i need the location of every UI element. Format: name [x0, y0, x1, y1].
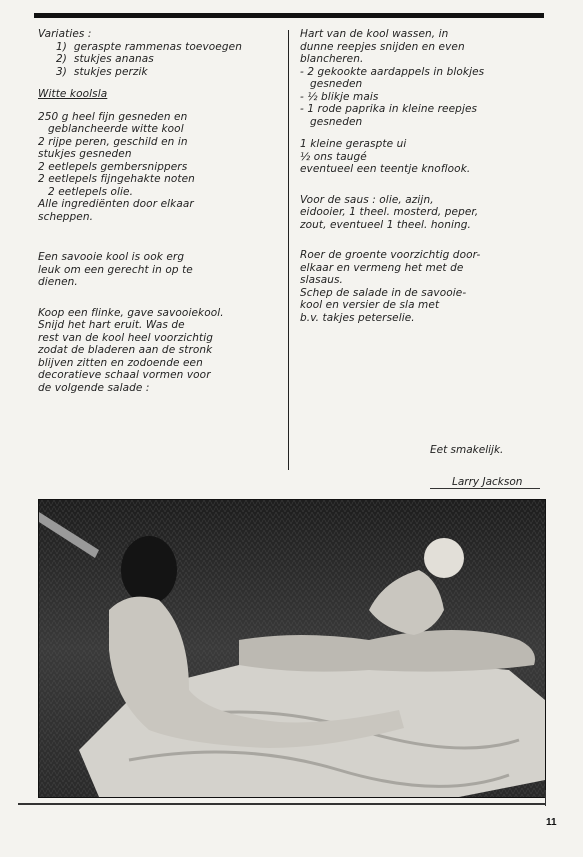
top-rule [34, 13, 544, 18]
hart-line: blancheren. [300, 53, 364, 65]
saus-line: eidooier, 1 theel. mosterd, peper, [300, 206, 479, 218]
instruction-line: rest van de kool heel voorzichtig [38, 331, 214, 344]
savooie-intro-line: dienen. [38, 276, 78, 288]
signoff [430, 444, 550, 489]
saus-line: zout, eventueel 1 theel. honing. [300, 218, 471, 231]
signature: Larry Jackson [430, 476, 540, 489]
instruction-line: zodat de bladeren aan de stronk [38, 344, 213, 356]
instruction-line: Snijd het hart eruit. Was de [38, 319, 185, 331]
roer-line: Schep de salade in de savooie- [300, 286, 467, 299]
ingredient-line: 250 g heel fijn gesneden en [38, 110, 188, 123]
instruction-line: blijven zitten en zodoende een [38, 356, 203, 369]
ingredient-line: geblancheerde witte kool [48, 123, 184, 135]
ingredient-line: stukjes gesneden [38, 148, 132, 160]
ingredient-line: 2 rijpe peren, geschild en in [38, 135, 188, 148]
ingredient-line: scheppen. [38, 210, 94, 223]
roer-line: Roer de groente voorzichtig door- [300, 249, 481, 261]
list-mark: - [300, 65, 308, 78]
list-item-cont: gesneden [310, 115, 363, 128]
list-text: 2 gekookte aardappels in blokjes [307, 65, 485, 78]
savooie-intro-line: leuk om een gerecht in op te [38, 263, 193, 276]
page-number: 11 [546, 817, 557, 828]
variatie-item [38, 66, 280, 79]
item-number: 2) [56, 53, 67, 65]
recipe-title: Witte koolsla [38, 88, 108, 100]
item-number: 3) [56, 65, 67, 78]
item-number: 1) [56, 40, 67, 53]
roer-line: elkaar en vermeng het met de [300, 261, 464, 274]
savooie-intro-line: Een savooie kool is ook erg [38, 251, 185, 263]
greeting: Eet smakelijk. [430, 444, 504, 456]
extra-line: eventueel een teentje knoflook. [300, 163, 471, 175]
list-mark: - [300, 103, 308, 115]
list-item [300, 103, 546, 116]
extra-line: 1 kleine geraspte ui [300, 138, 407, 150]
hart-line: dunne reepjes snijden en even [300, 40, 465, 53]
variatie-item [38, 53, 280, 66]
ingredient-line: 2 eetlepels fijngehakte noten [38, 173, 195, 185]
list-item [300, 66, 546, 79]
list-text: 1 rode paprika in kleine reepjes [307, 103, 478, 115]
left-column [38, 28, 280, 394]
ingredient-line: 2 eetlepels gembersnippers [38, 160, 188, 173]
roer-line: kool en versier de sla met [300, 299, 440, 311]
roer-line: slasaus. [300, 274, 343, 286]
variaties-heading: Variaties : [38, 28, 92, 40]
item-text: stukjes ananas [73, 53, 154, 65]
instruction-line: de volgende salade : [38, 381, 150, 394]
item-text: stukjes perzik [73, 65, 148, 78]
bottom-rule [18, 803, 546, 805]
photo-illustration [39, 500, 545, 797]
right-column [300, 28, 546, 324]
extra-line: ½ ons taugé [300, 150, 367, 163]
instruction-line: Koop een flinke, gave savooiekool. [38, 306, 224, 319]
ingredient-line: 2 eetlepels olie. [48, 185, 134, 198]
column-divider [288, 30, 289, 470]
list-item-cont: gesneden [310, 78, 363, 90]
ingredient-line: Alle ingrediënten door elkaar [38, 198, 194, 210]
instruction-line: decoratieve schaal vormen voor [38, 369, 211, 381]
photograph [38, 499, 546, 798]
hart-line: Hart van de kool wassen, in [300, 28, 449, 40]
roer-line: b.v. takjes peterselie. [300, 311, 415, 324]
list-text: ½ blikje mais [307, 90, 379, 103]
list-mark: - [300, 90, 308, 103]
list-item [300, 91, 546, 104]
item-text: geraspte rammenas toevoegen [73, 40, 242, 53]
variatie-item [38, 41, 280, 54]
saus-line: Voor de saus : olie, azijn, [300, 193, 434, 206]
